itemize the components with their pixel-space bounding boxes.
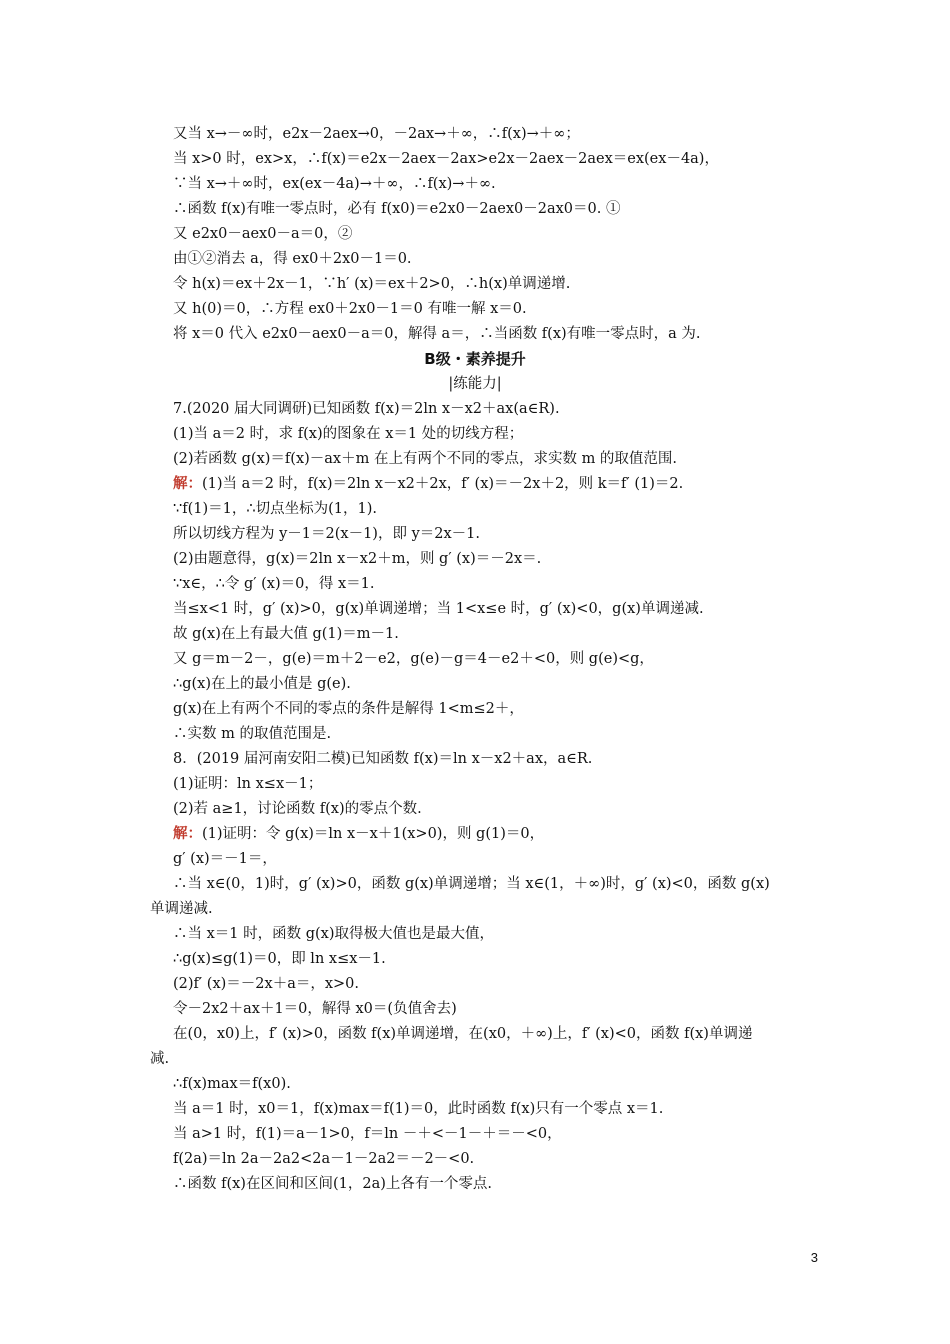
- line-text: (2)若 a≥1，讨论函数 f(x)的零点个数.: [173, 801, 422, 817]
- line-text: 又 e2x0－aex0－a＝0，②: [173, 226, 353, 242]
- text-line: [173, 1174, 820, 1194]
- text-line: [173, 674, 820, 694]
- text-line: [173, 999, 820, 1019]
- line-text: 当≤x<1 时，g′ (x)>0，g(x)单调递增；当 1<x≤e 时，g′ (x)<0，g(x)单调递减.: [173, 601, 704, 617]
- line-text: 7.(2020 届大同调研)已知函数 f(x)＝2ln x－x2＋ax(a∈R).: [173, 401, 560, 417]
- line-text: 当 a＝1 时，x0＝1，f(x)max＝f(1)＝0，此时函数 f(x)只有一个零点 x＝1.: [173, 1101, 664, 1117]
- text-line: [173, 224, 820, 244]
- line-text: 当 x>0 时，ex>x，∴f(x)＝e2x－2aex－2ax>e2x－2aex－2aex＝ex(ex－4a)，: [173, 151, 719, 167]
- text-line: [173, 1099, 820, 1119]
- line-text: 减.: [150, 1051, 170, 1067]
- text-line: [173, 724, 820, 744]
- line-text: ∵f(1)＝1，∴切点坐标为(1，1).: [173, 501, 377, 517]
- solution-label: 解：: [173, 475, 202, 492]
- line-text: g(x)在上有两个不同的零点的条件是解得 1<m≤2＋，: [173, 701, 524, 717]
- line-text: ∴g(x)在上的最小值是 g(e).: [173, 676, 351, 692]
- text-line: [173, 574, 820, 594]
- text-line: [173, 849, 820, 869]
- text-line: [173, 599, 820, 619]
- text-line: [173, 949, 820, 969]
- text-line: [173, 974, 820, 994]
- line-text: 在(0，x0)上，f′ (x)>0，函数 f(x)单调递增，在(x0，＋∞)上，f′ (x)<0，函数 f(x)单调递: [173, 1026, 753, 1042]
- text-line: [173, 699, 820, 719]
- line-text: 又当 x→－∞时，e2x－2aex→0，－2ax→＋∞，∴f(x)→＋∞；: [173, 126, 580, 142]
- line-text: (2)f′ (x)＝－2x＋a＝，x>0.: [173, 976, 360, 992]
- line-text: 单调递减.: [150, 901, 213, 917]
- text-line: [173, 1149, 820, 1169]
- line-text: ∴函数 f(x)在区间和区间(1，2a)上各有一个零点.: [173, 1176, 492, 1192]
- text-line: [173, 474, 820, 494]
- text-line: [173, 749, 820, 769]
- line-text: 又 h(0)＝0，∴方程 ex0＋2x0－1＝0 有唯一解 x＝0.: [173, 301, 527, 317]
- line-text: 故 g(x)在上有最大值 g(1)＝m－1.: [173, 626, 399, 642]
- line-text: 所以切线方程为 y－1＝2(x－1)，即 y＝2x－1.: [173, 526, 481, 542]
- text-line: [173, 799, 820, 819]
- line-text: 令－2x2＋ax＋1＝0，解得 x0＝(负值舍去): [173, 1001, 457, 1017]
- line-text: ∵当 x→＋∞时，ex(ex－4a)→＋∞，∴f(x)→＋∞.: [173, 176, 496, 192]
- section-subtitle: |练能力|: [448, 376, 502, 392]
- text-line: [173, 1024, 820, 1044]
- text-line: [173, 524, 820, 544]
- line-text: f(2a)＝ln 2a－2a2<2a－1－2a2＝－2－<0.: [173, 1151, 475, 1167]
- line-text: (2)由题意得，g(x)＝2ln x－x2＋m，则 g′ (x)＝－2x＝.: [173, 551, 542, 567]
- line-text: 令 h(x)＝ex＋2x－1，∵h′ (x)＝ex＋2>0，∴h(x)单调递增.: [173, 276, 571, 292]
- line-text: (1)证明：ln x≤x－1；: [173, 776, 323, 792]
- line-text: g′ (x)＝－1＝，: [173, 851, 277, 867]
- text-line: [150, 899, 820, 919]
- text-line: [173, 199, 820, 219]
- page-number: 3: [810, 1250, 818, 1265]
- line-text: 又 g＝m－2－，g(e)＝m＋2－e2，g(e)－g＝4－e2＋<0，则 g(e)<g，: [173, 651, 654, 667]
- text-line: [173, 249, 820, 269]
- line-text: 当 a>1 时，f(1)＝a－1>0，f＝ln －＋<－1－＋＝－<0，: [173, 1126, 562, 1142]
- text-line: [173, 399, 820, 419]
- line-text: ∴当 x∈(0，1)时，g′ (x)>0，函数 g(x)单调递增；当 x∈(1，＋∞)时，g′ (x)<0，函数 g(x): [173, 876, 770, 892]
- line-text: 由①②消去 a，得 ex0＋2x0－1＝0.: [173, 251, 412, 267]
- line-text: (2)若函数 g(x)＝f(x)－ax＋m 在上有两个不同的零点，求实数 m 的取值范围.: [173, 451, 678, 467]
- text-line: [173, 549, 820, 569]
- text-line: [173, 174, 820, 194]
- text-line: [173, 324, 820, 344]
- text-line: [173, 149, 820, 169]
- line-text: (1)当 a＝2 时，f(x)＝2ln x－x2＋2x，f′ (x)＝－2x＋2，则 k＝f′ (1)＝2.: [202, 476, 684, 492]
- section-title: B级・素养提升: [424, 350, 526, 368]
- text-line: [173, 274, 820, 294]
- solution-label: 解：: [173, 825, 202, 842]
- line-text: (1)当 a＝2 时，求 f(x)的图象在 x＝1 处的切线方程；: [173, 426, 524, 442]
- text-line: [173, 499, 820, 519]
- line-text: ∴f(x)max＝f(x0).: [173, 1076, 291, 1092]
- line-text: ∴当 x＝1 时，函数 g(x)取得极大值也是最大值，: [173, 926, 495, 942]
- line-text: 将 x＝0 代入 e2x0－aex0－a＝0，解得 a＝，∴当函数 f(x)有唯一零点时，a 为.: [173, 326, 701, 342]
- line-text: ∴函数 f(x)有唯一零点时，必有 f(x0)＝e2x0－2aex0－2ax0＝0. ①: [173, 201, 621, 217]
- text-line: [173, 649, 820, 669]
- line-text: (1)证明：令 g(x)＝ln x－x＋1(x>0)，则 g(1)＝0，: [202, 826, 545, 842]
- text-line: [173, 449, 820, 469]
- text-line: [173, 1074, 820, 1094]
- text-line: [173, 874, 820, 894]
- line-text: ∴g(x)≤g(1)＝0，即 ln x≤x－1.: [173, 951, 386, 967]
- text-line: [150, 1049, 820, 1069]
- text-line: [173, 424, 820, 444]
- line-text: ∵x∈，∴令 g′ (x)＝0，得 x＝1.: [173, 576, 375, 592]
- text-line: [173, 824, 820, 844]
- text-line: [173, 1124, 820, 1144]
- text-line: [173, 124, 820, 144]
- text-line: [173, 774, 820, 794]
- line-text: ∴实数 m 的取值范围是.: [173, 726, 332, 742]
- text-line: [173, 624, 820, 644]
- text-line: [173, 924, 820, 944]
- line-text: 8．(2019 届河南安阳二模)已知函数 f(x)＝ln x－x2＋ax，a∈R.: [173, 751, 593, 767]
- text-line: [173, 299, 820, 319]
